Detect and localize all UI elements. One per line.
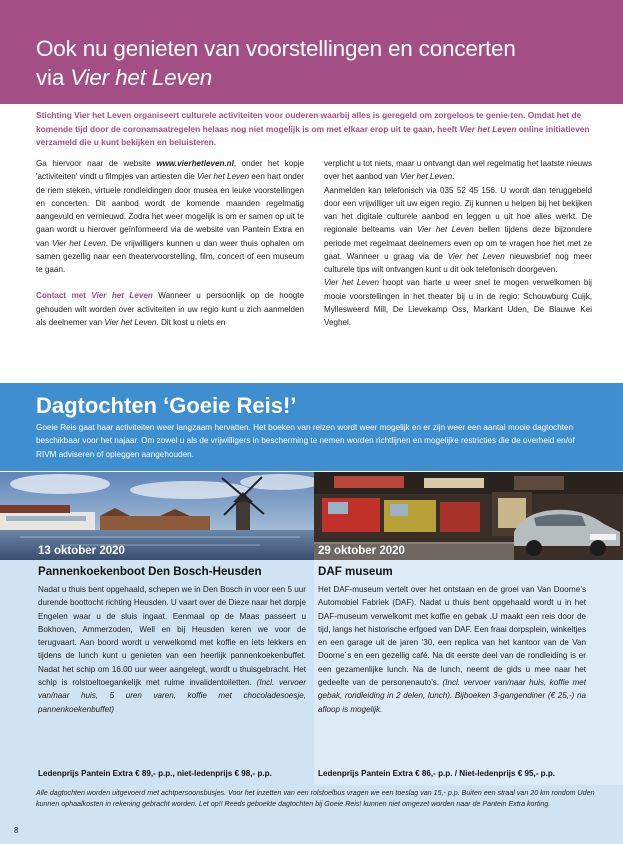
trip2-price: Ledenprijs Pantein Extra € 86,- p.p. / Niet-ledenprijs € 95,- p.p. — [318, 769, 556, 778]
trip2-body: Het DAF-museum vertelt over het ontstaan en de groei van Van Doorne’s Automobiel Fabriek (DAF). Nadat u thuis bent opgehaald wordt u in het DAF-museum verwelkomt met koffie en gebak .U maakt een reis door de tijd, langs het historische erfgoed van DAF. Een fraai dorpsplein, winkeltjes en een garage uit de jaren ‘30, een replica van het kantoor van de Van Doorne´s en een gezellig café. Na dit eerste deel van de rondleiding is er een gezamenlijke lunch. Na de lunch, neemt de gids u mee naar het gedeelte van de personenauto’s. (Incl. vervoer van/naar huis, koffie met gebak, rondleiding in 2 delen, lunch). Bijboeken 3-gangendiner (€ 25,-) na afloop is mogelijk. — [318, 585, 586, 714]
trip1-body: Nadat u thuis bent opgehaald, schepen we in Den Bosch in voor een 5 uur durende boottocht richting Heusden. U vaart over de Dieze naar het dorpje Engelen waar u de sluis ingaat. Eenmaal op de Maas passeert u Bokhoven, Ammerzoden, Well en bij Heusden keren we voor de terugvaart. Aan boord wordt u verwelkomd met koffie en iets lekkers en tijdens de lunch kunt u genieten van een heerlijk pannenkoekenbuffet. Nadat het schip om 16.00 uur weer aangelegt, wordt u thuisgebracht. Het schip is rolstoeltoegankelijk met ruime invalidentoiletten. (Incl. vervoer van/naar huis, 5 uren varen, koffie met chocoladesoesje, pannenkoekenbuffet) — [38, 585, 307, 714]
right-paragraph-1: verplicht u tot niets, maar u ontvangt dan wel regelmatig het laatste nieuws over het aanbod van Vier het Leven. — [324, 159, 592, 182]
photo-daf-museum — [314, 472, 623, 560]
photo-heusden — [0, 472, 314, 560]
footnote: Alle dagtochten worden uitgevoerd met achtpersoonsbusjes. Voor het inzetten van een rolstoelbus vragen we een toeslag van 15,- p.p. Buiten een straal van 20 km rondom Uden kunnen ophaalkosten in rekening gebracht worden. Let op!! Reeds geboekte dagtochten bij Goeie Reis! kunnen niet omgezet worden naar de Pantein Extra korting. — [36, 789, 595, 809]
page-title — [36, 34, 606, 92]
dagtochten-intro: Goeie Reis gaat haar activiteiten weer langzaam hervatten. Het boeken van reizen wordt weer mogelijk en er zijn weer een aantal mooie dagtochten beschikbaar voor het najaar. Om zowel u als de vrijwilligers in bescherming te nemen worden richtlijnen en mogelijke restricties die de overheid en/of RIVM adviseren of opleggen aangehouden. — [36, 423, 575, 459]
right-paragraph-2: Aanmelden kan telefonisch via 035 52 45 156. U wordt dan teruggebeld door een vrijwilliger uit uw eigen regio. Zij kunnen u helpen bij het bekijken van het digitale culturele aanbod en leggen u uit hoe alles werkt. De regionale belteams van Vier het Leven bellen tijdens deze bijzondere periode met regelmaat deelnemers even op om te vragen hoe het met ze gaat. Wanneer u graag via de Vier het Leven nieuwsbrief nog meer culturele tips wilt ontvangen kunt u dit ook telefonisch doorgeven. — [324, 185, 593, 274]
contact-heading: Contact met Vier het Leven — [36, 291, 153, 301]
dagtochten-title: Dagtochten ‘Goeie Reis!’ — [36, 393, 297, 418]
trip1-title: Pannenkoekenboot Den Bosch-Heusden — [38, 565, 262, 578]
title-line-2-em: Vier het Leven — [70, 65, 213, 90]
title-line-1: Ook nu genieten van voorstellingen en concerten — [36, 36, 516, 61]
right-paragraph-3: Vier het Leven hoopt van harte u weer snel te mogen verwelkomen bij mooie voorstellingen in het theater bij u in de regio: Schouwburg Cuijk, Myllesweerd Mill, De Lievekamp Oss, Markant Uden, De Blauwe Kei Veghel. — [324, 278, 592, 327]
left-column — [36, 157, 304, 342]
page-number: 8 — [14, 826, 19, 835]
article-columns — [36, 157, 592, 375]
trip2-date: 29 oktober 2020 — [318, 545, 405, 557]
right-column — [324, 157, 592, 342]
left-paragraph-1: Ga hiervoor naar de website www.vierhetleven.nl, onder het kopje 'activiteiten' vindt u filmpjes van artiesten die Vier het Leven een hart onder de riem steken, virtuele rondleidingen door musea en leuke voorstellingen en concerten. Dit aanbod wordt de komende maanden regelmatig aangevuld en vernieuwd. Zodra het weer mogelijk is om er samen op uit te gaan wordt u hierover geïnformeerd via de website van Pantein Extra en van Vier het Leven. De vrijwilligers kunnen u dan weer thuis ophalen om samen gezellig naar een theatervoorstelling, film, concert of een museum te gaan. — [36, 159, 304, 274]
left-paragraph-2: Contact met Vier het Leven Wanneer u persoonlijk op de hoogte gehouden wilt worden over activiteiten in uw regio kunt u zich aanmelden als deelnemer van Vier het Leven. Dit kost u niets en — [36, 291, 304, 327]
intro-paragraph: Stichting Vier het Leven organiseert culturele activiteiten voor ouderen waarbij alles is geregeld om zorgeloos te genie-ten. Omdat het de komende tijd door de coronamaatregelen helaas nog niet mogelijk is om met elkaar erop uit te gaan, heeft Vier het Leven online initiatieven verzameld die u kunt bekijken en beluisteren. — [36, 110, 590, 148]
website-link[interactable]: www.vierhetleven.nl — [156, 159, 234, 168]
trip1-date: 13 oktober 2020 — [38, 545, 125, 557]
trip2-title: DAF museum — [318, 565, 393, 578]
trip1-price: Ledenprijs Pantein Extra € 89,- p.p., niet-ledenprijs € 98,- p.p. — [38, 769, 272, 778]
title-line-2-prefix: via — [36, 65, 71, 90]
